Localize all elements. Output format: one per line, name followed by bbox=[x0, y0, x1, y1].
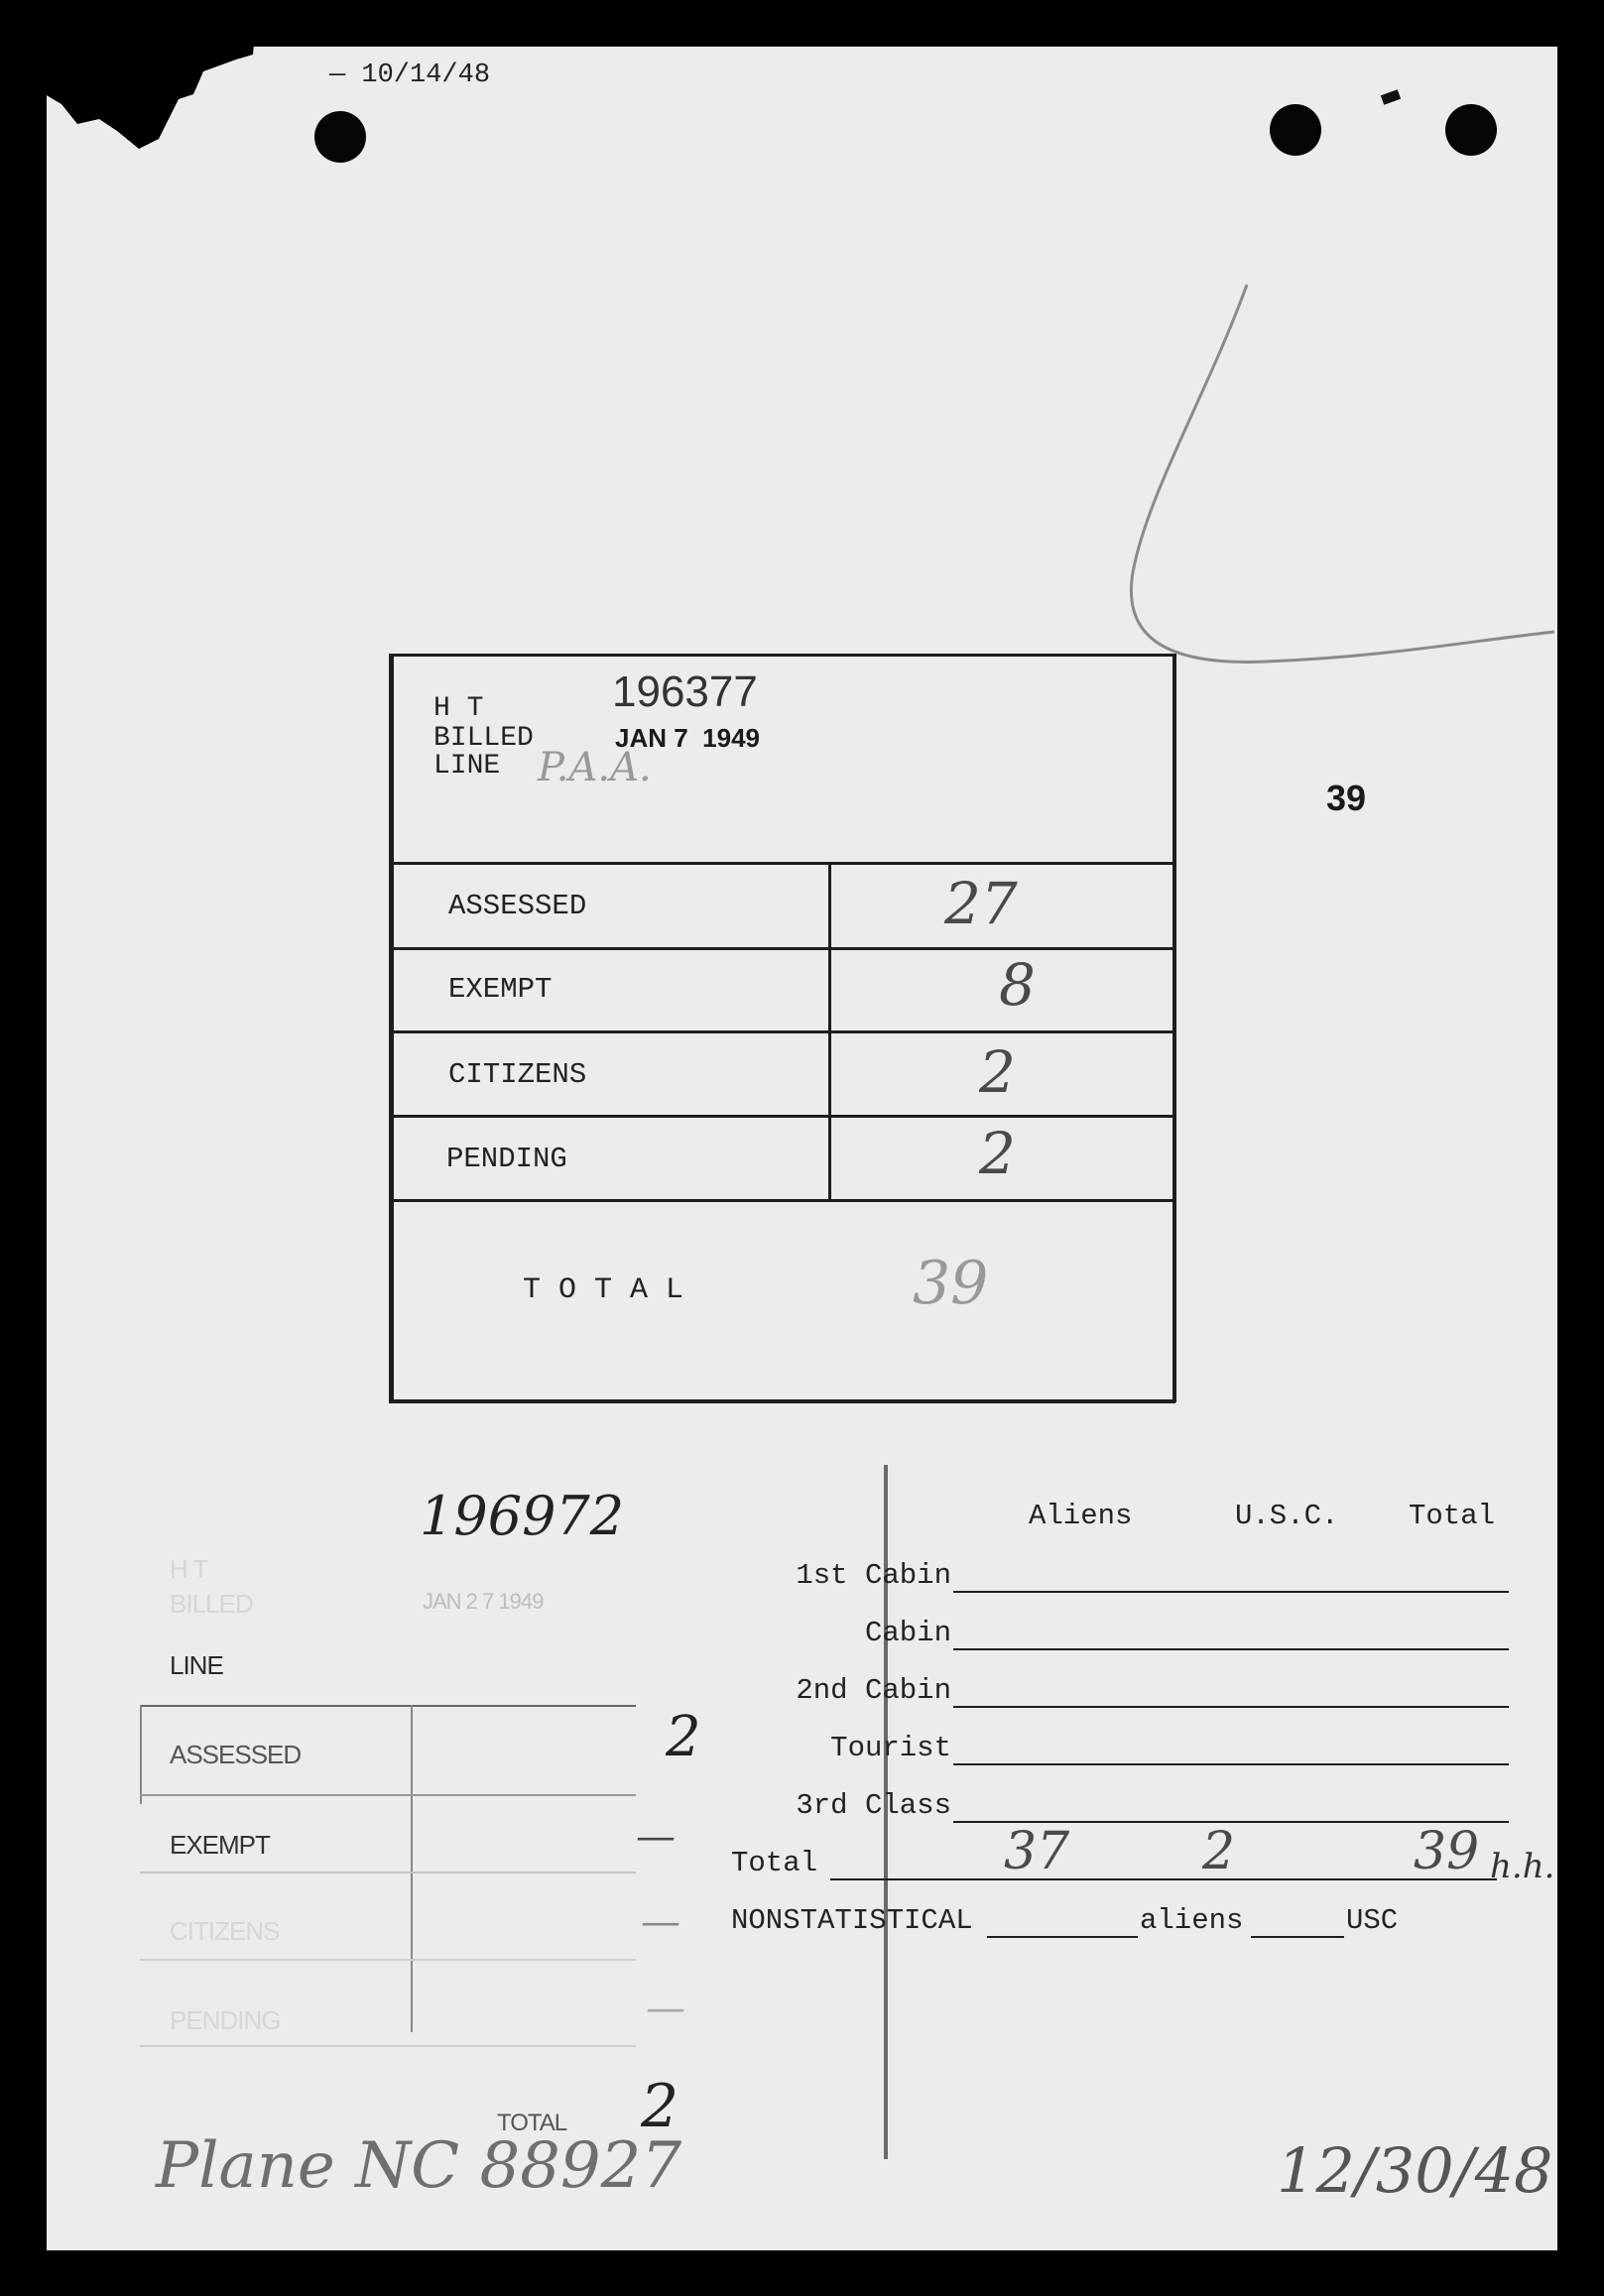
nonstatistical-label: NONSTATISTICAL bbox=[731, 1904, 973, 1937]
ink-mark bbox=[1381, 89, 1401, 105]
pencil-check-mark bbox=[1088, 275, 1564, 691]
col-header-usc: U.S.C. bbox=[1235, 1500, 1339, 1532]
assessed-value: 27 bbox=[944, 870, 1018, 937]
row-tourist: Tourist bbox=[830, 1732, 951, 1764]
carbon-ht-number: 196972 bbox=[420, 1485, 625, 1547]
document-date: 10/14/48 bbox=[361, 60, 491, 90]
carbon-pending-label: PENDING bbox=[170, 2005, 281, 2035]
total-usc: 2 bbox=[1202, 1822, 1236, 1881]
row-cabin: Cabin bbox=[864, 1617, 951, 1649]
carbon-citizens-value: — bbox=[641, 1899, 680, 1945]
row-total-label: Total bbox=[731, 1847, 818, 1879]
carbon-billed-date: JAN 2 7 1949 bbox=[423, 1589, 544, 1614]
footer-date: 12/30/48 bbox=[1277, 2134, 1553, 2207]
pending-label: PENDING bbox=[446, 1143, 567, 1175]
carbon-pending-value: — bbox=[646, 1986, 685, 2031]
carbon-citizens-label: CITIZENS bbox=[170, 1916, 280, 1946]
carbon-total-label: TOTAL bbox=[497, 2110, 567, 2136]
carbon-ht-label: H T bbox=[170, 1554, 208, 1584]
document-reference: — 10/14/48 bbox=[329, 60, 491, 90]
punch-hole bbox=[1270, 104, 1321, 156]
citizens-label: CITIZENS bbox=[448, 1058, 587, 1091]
carbon-exempt-label: EXEMPT bbox=[170, 1830, 270, 1860]
passenger-class-table bbox=[731, 1500, 1555, 2015]
page-number: 39 bbox=[1326, 778, 1367, 818]
torn-corner bbox=[0, 0, 258, 169]
total-aliens: 37 bbox=[1004, 1822, 1070, 1881]
initials: h.h. bbox=[1490, 1847, 1555, 1886]
exempt-value: 8 bbox=[999, 951, 1036, 1019]
nonstatistical-usc-label: USC bbox=[1346, 1904, 1399, 1937]
carbon-assessed-label: ASSESSED bbox=[170, 1740, 302, 1769]
punch-hole bbox=[1445, 104, 1497, 156]
citizens-value: 2 bbox=[979, 1038, 1016, 1106]
carbon-total-value: 2 bbox=[641, 2072, 679, 2141]
exempt-label: EXEMPT bbox=[448, 973, 553, 1006]
total-total: 39 bbox=[1414, 1822, 1480, 1881]
col-header-total: Total bbox=[1409, 1500, 1496, 1532]
row-2nd-cabin: 2nd Cabin bbox=[796, 1674, 951, 1707]
carbon-line-label: LINE bbox=[170, 1650, 223, 1680]
row-3rd-class: 3rd Class bbox=[796, 1789, 951, 1822]
total-label: T O T A L bbox=[523, 1273, 684, 1307]
assessed-label: ASSESSED bbox=[448, 890, 587, 922]
line-label: LINE bbox=[433, 751, 501, 782]
carbon-exempt-value: — bbox=[636, 1814, 676, 1860]
pending-value: 2 bbox=[979, 1120, 1016, 1187]
punch-hole bbox=[314, 111, 366, 163]
billed-date-stamp: JAN 7 1949 bbox=[615, 723, 760, 753]
document-page bbox=[47, 47, 1557, 2250]
nonstatistical-aliens-label: aliens bbox=[1140, 1904, 1244, 1937]
billed-label: BILLED bbox=[433, 723, 534, 754]
line-value: P.A.A. bbox=[538, 745, 652, 790]
row-1st-cabin: 1st Cabin bbox=[796, 1559, 951, 1592]
carbon-assessed-value: 2 bbox=[666, 1705, 701, 1769]
ht-label: H T bbox=[433, 693, 484, 724]
col-header-aliens: Aliens bbox=[1029, 1500, 1133, 1532]
total-value: 39 bbox=[913, 1249, 989, 1318]
carbon-billed-label: BILLED bbox=[170, 1589, 253, 1619]
ht-billing-card bbox=[389, 654, 1175, 1402]
plane-note: Plane NC 88927 bbox=[156, 2129, 682, 2203]
ht-number: 196377 bbox=[612, 667, 758, 716]
